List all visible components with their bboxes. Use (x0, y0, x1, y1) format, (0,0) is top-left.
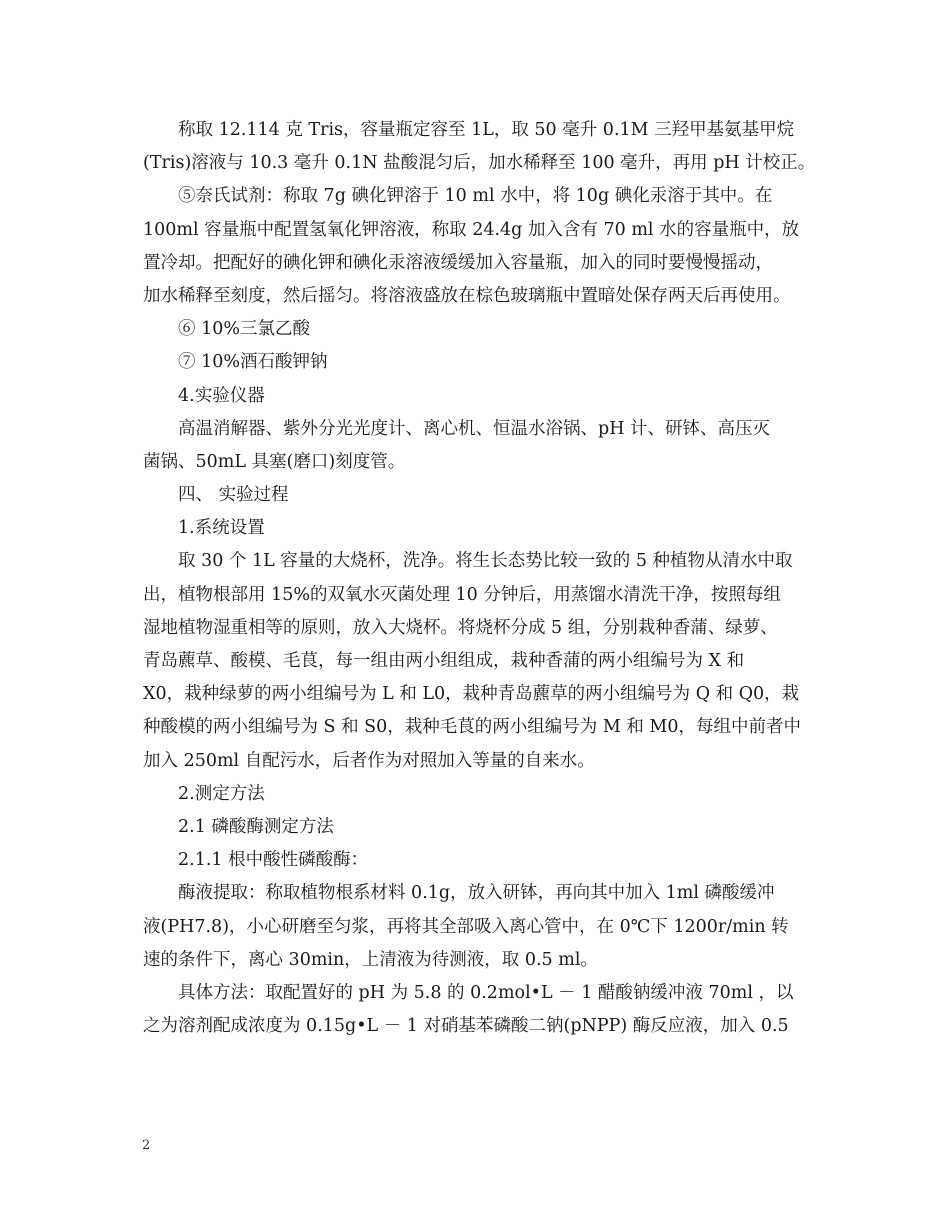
document-body (143, 114, 819, 1043)
text-line: 2.1 磷酸酶测定方法 (178, 816, 334, 837)
text-line: 取 30 个 1L 容量的大烧杯，洗净。将生长态势比较一致的 5 种植物从清水中取 (178, 551, 793, 572)
text-line: X0，栽种绿萝的两小组编号为 L 和 L0，栽种青岛藨草的两小组编号为 Q 和 Q0，栽 (143, 684, 800, 705)
text-line: 具体方法：取配置好的 pH 为 5.8 的 0.2mol•L － 1 醋酸钠缓冲液 70ml ，以 (178, 982, 794, 1003)
text-line: 100ml 容量瓶中配置氢氧化钾溶液，称取 24.4g 加入含有 70 ml 水的容量瓶中，放 (143, 219, 800, 240)
text-line: ⑤奈氏试剂：称取 7g 碘化钾溶于 10 ml 水中，将 10g 碘化汞溶于其中。在 (178, 186, 773, 207)
text-line: 4.实验仪器 (178, 385, 265, 406)
text-line: 种酸模的两小组编号为 S 和 S0，栽种毛茛的两小组编号为 M 和 M0，每组中前者中 (143, 717, 801, 738)
text-line: (Tris)溶液与 10.3 毫升 0.1N 盐酸混匀后，加水稀释至 100 毫升，再用 pH 计校正。 (143, 153, 816, 174)
text-line: 加水稀释至刻度，然后摇匀。将溶液盛放在棕色玻璃瓶中置暗处保存两天后再使用。 (143, 285, 791, 306)
text-line: 2.1.1 根中酸性磷酸酶： (178, 850, 369, 871)
text-line: 置冷却。把配好的碘化钾和碘化汞溶液缓缓加入容量瓶，加入的同时要慢慢摇动， (143, 252, 773, 273)
page-number: 2 (142, 1138, 151, 1153)
text-line: 液(PH7.8)，小心研磨至匀浆，再将其全部吸入离心管中，在 0℃下 1200r/min 转 (143, 916, 789, 937)
text-line: 加入 250ml 自配污水，后者作为对照加入等量的自来水。 (143, 750, 595, 771)
text-line: 之为溶剂配成浓度为 0.15g•L － 1 对硝基苯磷酸二钠(pNPP) 酶反应液，加入 0.5 (143, 1016, 789, 1037)
text-line: 高温消解器、紫外分光光度计、离心机、恒温水浴锅、pH 计、研钵、高压灭 (178, 418, 771, 439)
text-line: 菌锅、50mL 具塞(磨口)刻度管。 (143, 451, 406, 472)
text-line: 1.系统设置 (178, 518, 265, 539)
text-line: 2.测定方法 (178, 783, 265, 804)
text-line: 湿地植物湿重相等的原则，放入大烧杯。将烧杯分成 5 组，分别栽种香蒲、绿萝、 (143, 617, 778, 638)
text-line: 四、 实验过程 (178, 485, 289, 506)
text-line: 速的条件下，离心 30min，上清液为待测液，取 0.5 ml。 (143, 949, 598, 970)
text-line: ⑥ 10%三氯乙酸 (178, 319, 310, 340)
text-line: ⑦ 10%酒石酸钾钠 (178, 352, 328, 373)
text-line: 酶液提取：称取植物根系材料 0.1g，放入研钵，再向其中加入 1ml 磷酸缓冲 (178, 883, 775, 904)
text-line: 青岛藨草、酸模、毛茛，每一组由两小组组成，栽种香蒲的两小组编号为 X 和 (143, 651, 745, 671)
text-line: 称取 12.114 克 Tris，容量瓶定容至 1L，取 50 毫升 0.1M 三羟甲基氨基甲烷 (178, 120, 795, 140)
text-line: 出，植物根部用 15%的双氧水灭菌处理 10 分钟后，用蒸馏水清洗干净，按照每组 (143, 584, 781, 605)
